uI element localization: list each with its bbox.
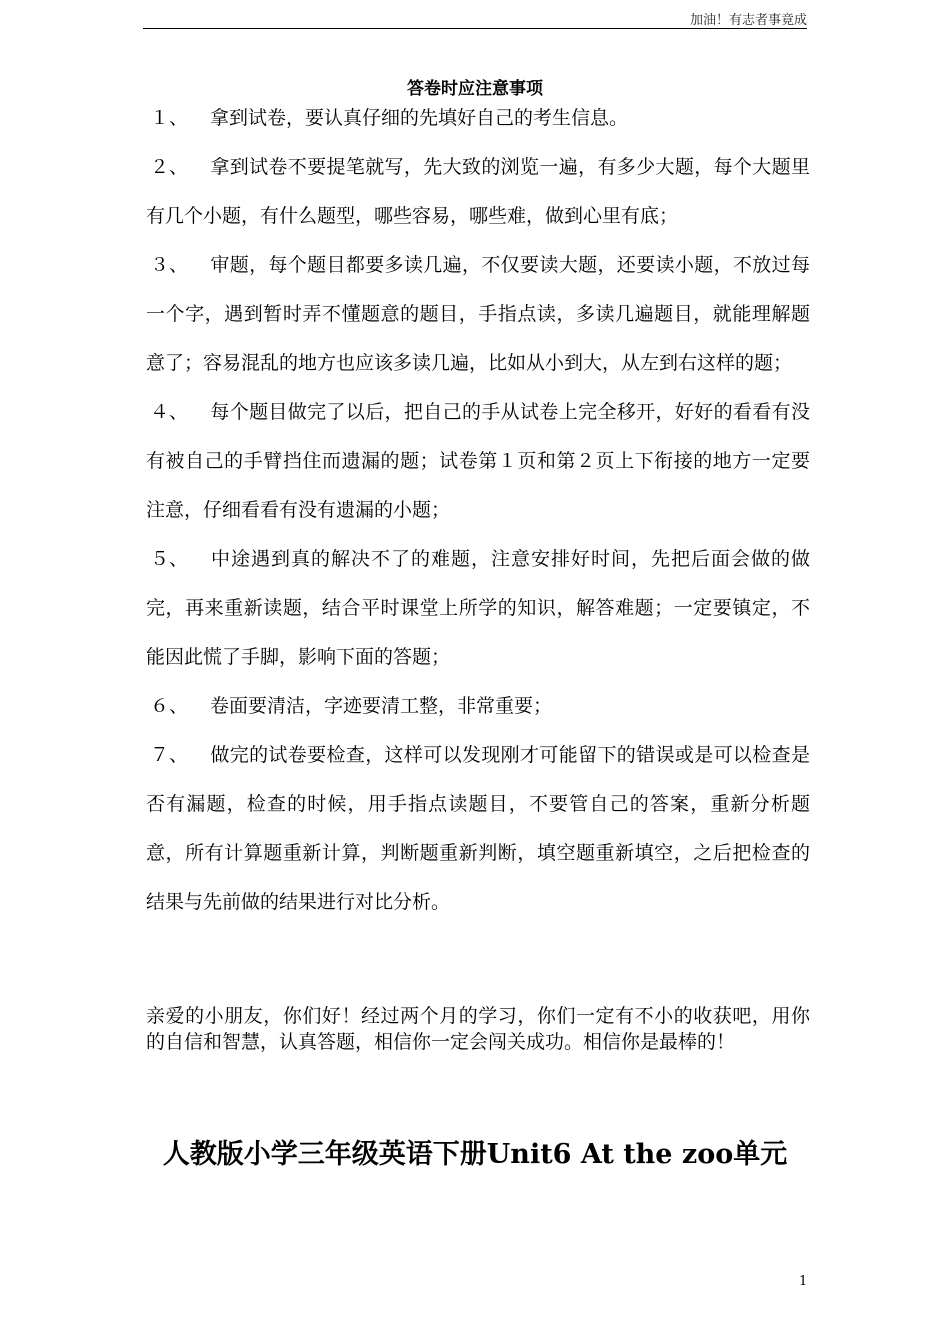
item-number: ５、 [150, 548, 189, 570]
closing-paragraph: 亲爱的小朋友，你们好！经过两个月的学习，你们一定有不小的收获吧，用你的自信和智慧，认真答题，相信你一定会闯关成功。相信你是最棒的！ [146, 1005, 810, 1053]
header-slogan: 加油！有志者事竟成 [689, 13, 807, 28]
notice-item-5 [146, 535, 810, 682]
item-number: ２、 [150, 156, 189, 178]
notice-list [146, 94, 810, 927]
header-divider [143, 28, 807, 29]
item-number: ３、 [150, 254, 189, 276]
notice-item-3 [146, 241, 810, 388]
notice-item-1 [146, 94, 810, 143]
item-text: 审题，每个题目都要多读几遍，不仅要读大题，还要读小题，不放过每一个字，遇到暂时弄不懂题意的题目，手指点读，多读几遍题目，就能理解题意了；容易混乱的地方也应该多读几遍，比如从小到大，从左到右这样的题； [146, 254, 810, 374]
notice-item-4 [146, 388, 810, 535]
item-text: 做完的试卷要检查，这样可以发现刚才可能留下的错误或是可以检查是否有漏题，检查的时候，用手指点读题目，不要管自己的答案，重新分析题意，所有计算题重新计算，判断题重新判断，填空题重新填空，之后把检查的结果与先前做的结果进行对比分析。 [146, 744, 810, 913]
item-text: 拿到试卷，要认真仔细的先填好自己的考生信息。 [210, 107, 629, 129]
notice-title: 答卷时应注意事项 [407, 79, 543, 99]
item-text: 中途遇到真的解决不了的难题，注意安排好时间，先把后面会做的做完，再来重新读题，结合平时课堂上所学的知识，解答难题；一定要镇定，不能因此慌了手脚，影响下面的答题； [146, 548, 810, 668]
item-number: ７、 [150, 744, 189, 766]
item-number: ６、 [150, 695, 189, 717]
item-number: １、 [150, 107, 189, 129]
page-number: 1 [799, 1274, 808, 1289]
notice-item-2 [146, 143, 810, 241]
notice-item-6 [146, 682, 810, 731]
item-text: 拿到试卷不要提笔就写，先大致的浏览一遍，有多少大题，每个大题里有几个小题，有什么题型，哪些容易，哪些难，做到心里有底； [146, 156, 810, 227]
item-number: ４、 [150, 401, 189, 423]
notice-item-7 [146, 731, 810, 927]
item-text: 每个题目做完了以后，把自己的手从试卷上完全移开，好好的看看有没有被自己的手臂挡住而遗漏的题；试卷第１页和第２页上下衔接的地方一定要注意，仔细看看有没有遗漏的小题； [146, 401, 810, 521]
item-text: 卷面要清洁，字迹要清工整，非常重要； [210, 695, 553, 717]
unit-title: 人教版小学三年级英语下册Unit6 At the zoo单元 [162, 1139, 788, 1170]
